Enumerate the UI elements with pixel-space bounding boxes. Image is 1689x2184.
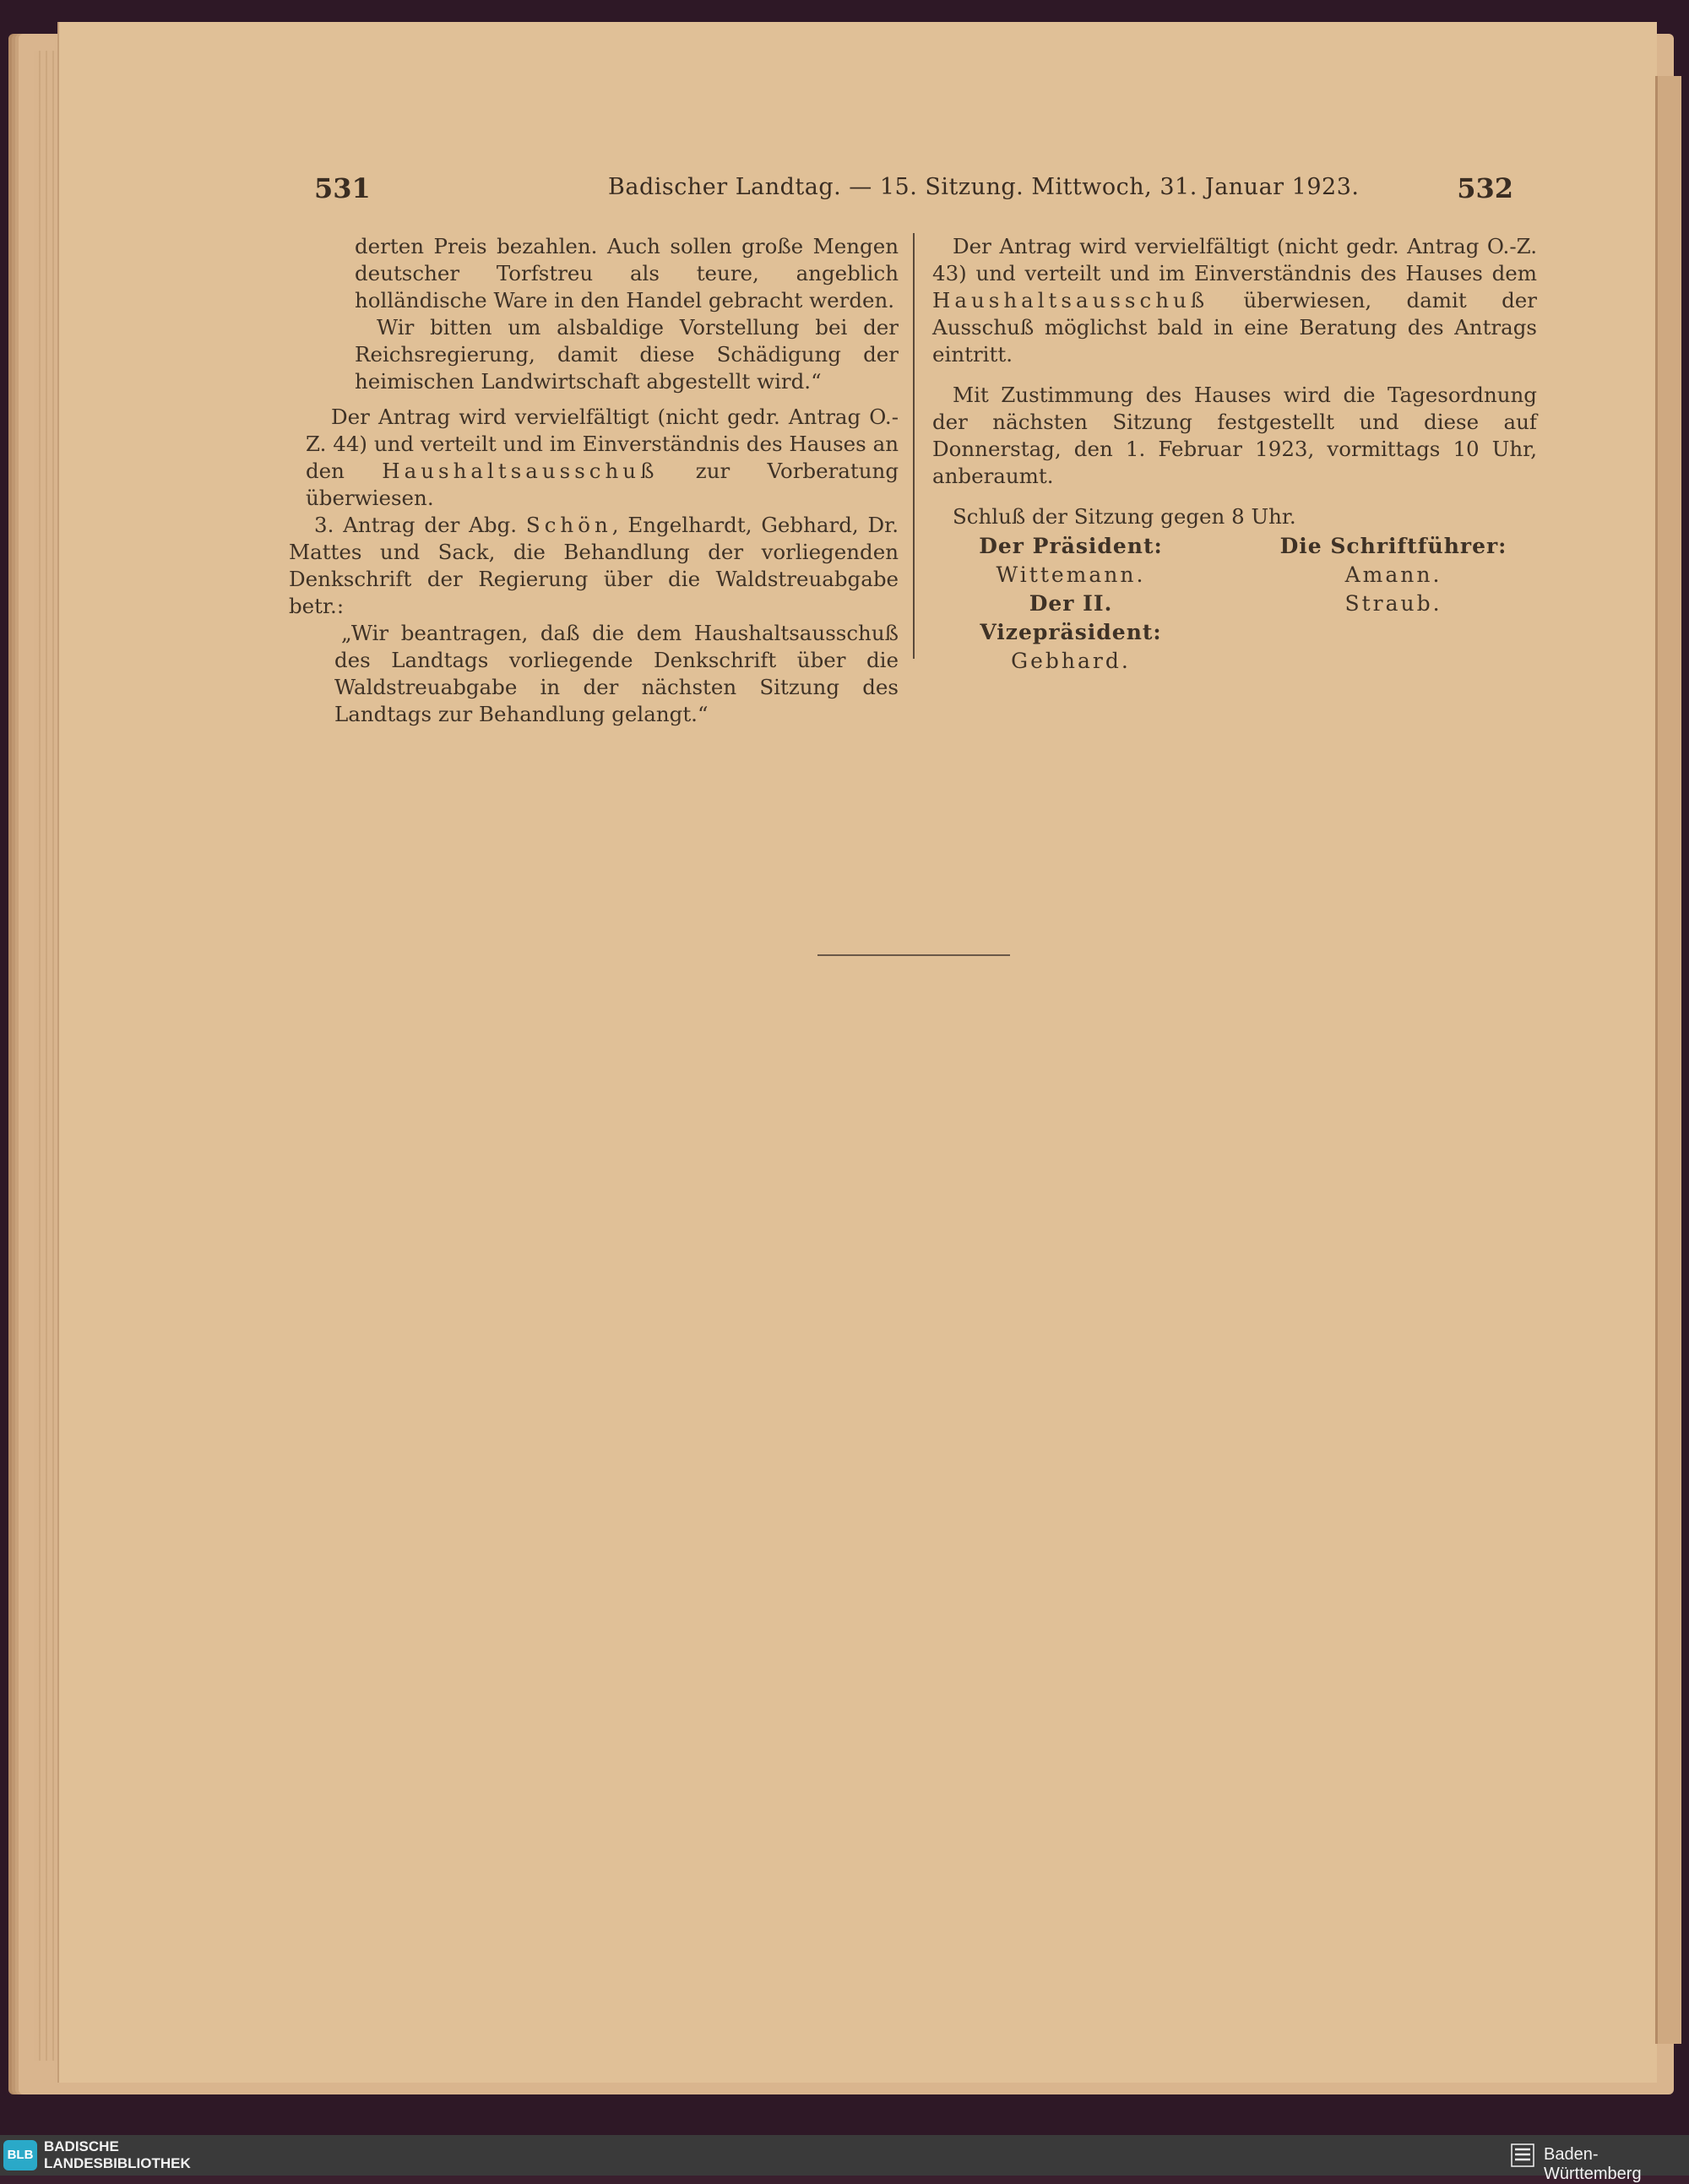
right-paragraph-3: Schluß der Sitzung gegen 8 Uhr. (953, 504, 1296, 529)
president-name: Wittemann. (996, 562, 1146, 587)
blb-logo-badge[interactable]: BLB (3, 2140, 37, 2170)
left-paragraph-5: „Wir beantragen, daß die dem Haushaltsausschuß des Landtags vorliegende Denkschrift über die Waldstreuabgabe in der nächsten Sitzung des Landtags zur Behandlung gelangt.“ (334, 621, 899, 726)
state-name[interactable]: Baden-Württemberg (1544, 2145, 1642, 2183)
secretary-1-name: Amann. (1344, 562, 1442, 587)
committee-name-left: Haushaltsausschuß (382, 459, 659, 483)
vice-president-name: Gebhard. (1011, 649, 1131, 673)
right-column (932, 233, 1537, 530)
right-paragraph-1-text: Der Antrag wird vervielfältigt (nicht gedr. Antrag O.-Z. 43) und verteilt und im Einverständnis des Hauses dem (932, 234, 1537, 285)
signature-secretaries-block (1267, 532, 1520, 618)
committee-name-right: Haushaltsausschuß (932, 288, 1209, 312)
column-divider (913, 233, 915, 659)
president-title: Der Präsident: (979, 534, 1163, 558)
vice-president-title: Der II. Vizepräsident: (980, 591, 1162, 644)
secretaries-title: Die Schriftführer: (1279, 534, 1507, 558)
left-paragraph-3-text: Der Antrag wird vervielfältigt (nicht gedr. Antrag O.-Z. 44) und verteilt und im Einverständnis des Hauses an den (306, 405, 899, 483)
page-header (314, 172, 1513, 206)
signature-president-block (944, 532, 1198, 676)
right-paragraph-1 (932, 233, 1537, 368)
left-paragraph-3-end: zur Vorberatung überwiesen. (306, 459, 899, 510)
section-end-rule (817, 954, 1010, 956)
footer-bar (0, 2135, 1689, 2183)
library-name-line-2: LANDESBIBLIOTHEK (44, 2155, 191, 2171)
page-number-left: 531 (314, 172, 371, 204)
left-column (289, 233, 899, 728)
left-paragraph-1: derten Preis bezahlen. Auch sollen große Mengen deutscher Torfstreu als teure, angeblich holländische Ware in den Handel gebracht werden. (355, 234, 899, 312)
left-paragraph-4-end: , Engelhardt, Gebhard, Dr. Mattes und Sack, die Behandlung der vorliegenden Denkschrift der Regierung über die Waldstreuabgabe betr.: (289, 513, 899, 618)
left-paragraph-4 (289, 512, 899, 620)
baden-wuerttemberg-crest-icon[interactable] (1510, 2142, 1535, 2169)
left-paragraph-4-text: 3. Antrag der Abg. (314, 513, 526, 537)
secretary-2-name: Straub. (1344, 591, 1442, 616)
right-paragraph-1-end: überwiesen, damit der Ausschuß möglichst bald in eine Beratung des Antrags eintritt. (932, 288, 1537, 367)
library-name[interactable] (44, 2138, 191, 2172)
left-paragraph-3 (289, 404, 899, 512)
member-name-schoen: Schön (525, 513, 612, 537)
facing-page-edge (1655, 76, 1681, 2044)
library-name-line-1: BADISCHE (44, 2138, 119, 2154)
right-paragraph-2: Mit Zustimmung des Hauses wird die Tagesordnung der nächsten Sitzung festgestellt und diese auf Donnerstag, den 1. Februar 1923, vormittags 10 Uhr, anberaumt. (932, 383, 1537, 488)
running-title: Badischer Landtag. — 15. Sitzung. Mittwoch, 31. Januar 1923. (608, 174, 1360, 200)
left-paragraph-2: Wir bitten um alsbaldige Vorstellung bei der Reichsregierung, damit diese Schädigung der heimischen Landwirtschaft abgestellt wird.“ (355, 315, 899, 394)
page-number-right: 532 (1457, 172, 1513, 204)
